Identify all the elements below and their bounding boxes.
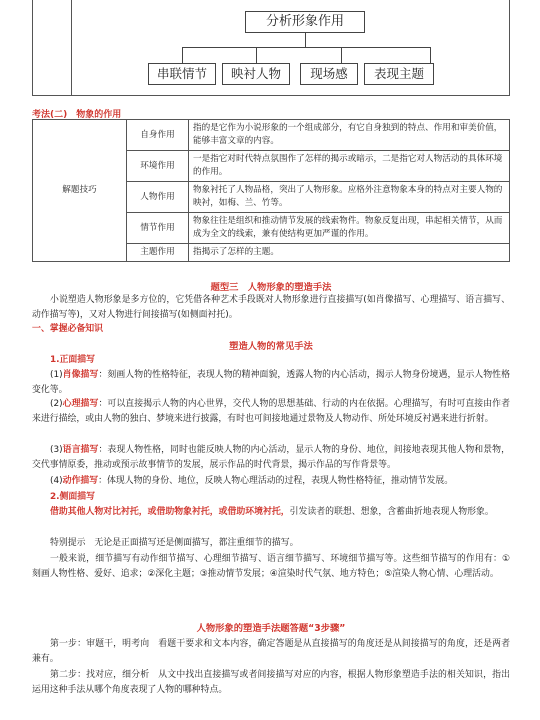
- diagram-leaf-2: 映衬人物: [222, 63, 290, 85]
- technique-table: [32, 119, 510, 262]
- item-xiaoxiang: [32, 368, 510, 397]
- tixing-title: 题型三 人物形象的塑造手法: [210, 282, 332, 293]
- frame-divider: [71, 0, 72, 95]
- connector-horizontal: [182, 47, 430, 48]
- item-num: (4): [50, 476, 63, 486]
- diagram-leaf-1: 串联情节: [148, 63, 216, 85]
- tixing-intro: 小说塑造人物形象是多方位的，它凭借各种艺术手段既对人物形象进行直接描写(如肖像描写、心理描写、语言描写、动作描写等)，又对人物进行间接描写(如侧面衬托)。: [32, 295, 510, 320]
- item-dongzuo: [32, 474, 510, 489]
- diagram-root-box: 分析形象作用: [245, 11, 365, 33]
- cemian-highlight: 借助其他人物对比衬托，或借助物象衬托，或借助环境衬托，: [50, 507, 290, 517]
- table-row-text: 一是指它对时代特点氛围作了怎样的揭示或暗示，二是指它对人物活动的具体环境的作用。: [189, 151, 510, 182]
- table-row-label: 情节作用: [127, 213, 189, 244]
- item-name: 肖像描写: [62, 370, 99, 380]
- item-yuyan: [32, 443, 510, 472]
- cemian-heading: 2.侧面描写: [50, 492, 96, 502]
- table-row-text: 物象衬托了人物品格，突出了人物形象。应格外注意物象本身的特点对主要人物的映衬，如梅、兰、竹等。: [189, 182, 510, 213]
- connector-vertical-root: [305, 33, 306, 47]
- section-yi-heading: 一、掌握必备知识: [32, 324, 103, 334]
- connector-leaf-4: [430, 47, 431, 63]
- item-num: (1): [50, 370, 63, 380]
- step-1: 第一步：审题干，明考向 看题干要求和文本内容，确定答题是从直接描写的角度还是从间接描写的角度，还是两者兼有。: [32, 639, 510, 664]
- xijie-paragraph: 一般来说，细节描写有动作细节描写、心理细节描写、语言细节描写、环境细节描写等。这些细节描写的作用有：①刻画人物性格、爱好、追求；②深化主题；③推动情节发展；④渲染时代气氛、地方特色；⑤渲染人物心情、心理活动。: [32, 554, 510, 579]
- cemian-text: 引发读者的联想、想象，含蓄曲折地表现人物形象。: [289, 507, 494, 517]
- item-name: 语言描写: [62, 445, 99, 455]
- item-num: (3): [50, 445, 63, 455]
- changjian-heading: 塑造人物的常见手法: [229, 341, 313, 352]
- table-row-label: 环境作用: [127, 151, 189, 182]
- table-row: [33, 120, 510, 151]
- cemian-paragraph: [32, 505, 510, 520]
- tebie-tishi: 特别提示 无论是正面描写还是侧面描写，都注重细节的描写。: [50, 538, 299, 548]
- item-text: ：可以直接揭示人物的内心世界，交代人物的思想基础、行动的内在依据。心理描写，有时可直接由作者来进行描绘，或由人物的独白、梦境来进行披露，有时也可间接地通过景物及人物动作、所处环境反衬遇来进行折射。: [32, 399, 511, 424]
- item-text: ：体现人物的身份、地位，反映人物心理活动的过程，表现人物性格特征，推动情节发展。: [98, 476, 454, 486]
- item-num: (2): [50, 399, 63, 409]
- table-row-text: 指揭示了怎样的主题。: [189, 244, 510, 262]
- diagram-leaf-4: 表现主题: [364, 63, 434, 85]
- item-text: ：刻画人物的性格特征，表现人物的精神面貌，透露人物的内心活动，揭示人物身份境遇，显示人物性格变化等。: [32, 370, 511, 395]
- connector-leaf-1: [182, 47, 183, 63]
- table-row-label: 自身作用: [127, 120, 189, 151]
- steps-title: 人物形象的塑造手法题答题“3步骤”: [196, 623, 346, 634]
- table-row-label: 人物作用: [127, 182, 189, 213]
- connector-leaf-2: [256, 47, 257, 63]
- table-row-label: 主题作用: [127, 244, 189, 262]
- diagram-leaf-3: 现场感: [300, 63, 358, 85]
- item-name: 心理描写: [62, 399, 99, 409]
- item-xinli: [32, 397, 510, 426]
- connector-leaf-3: [341, 47, 342, 63]
- step-2: 第二步：找对应，细分析 从文中找出直接描写或者间接描写对应的内容，根据人物形象塑造手法的相关知识，指出运用这种手法从哪个角度表现了人物的哪种特点。: [32, 670, 510, 695]
- table-row-text: 物象往往是组织和推动情节发展的线索物件。物象反复出现，串起相关情节，从而成为全文的线索，兼有使结构更加严谨的作用。: [189, 213, 510, 244]
- item-text: ：表现人物性格，同时也能反映人物的内心活动，显示人物的身份、地位，间接地表现其他人物和景物，交代事情原委，推动或预示故事情节的发展，展示作品的时代背景，揭示作品的写作背景等。: [32, 445, 511, 470]
- item-name: 动作描写: [62, 476, 99, 486]
- kaofa-title-text: 考法(二) 物象的作用: [32, 110, 122, 120]
- table-row-text: 指的是它作为小说形象的一个组成部分，有它自身独到的特点、作用和审美价值，能够丰富文章的内容。: [189, 120, 510, 151]
- table-category-cell: 解题技巧: [33, 120, 127, 262]
- zhengmian-heading: 1.正面描写: [50, 355, 96, 365]
